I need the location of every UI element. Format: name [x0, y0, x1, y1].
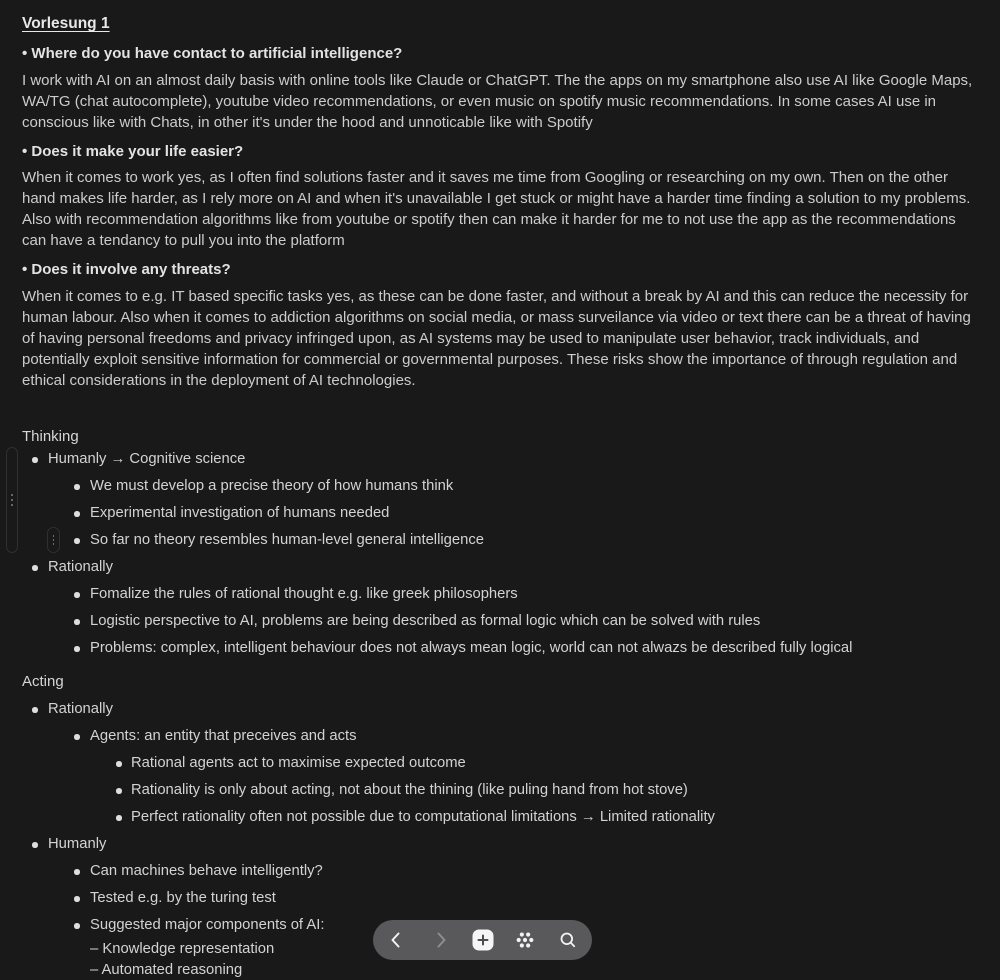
bullet-icon: [116, 761, 122, 767]
list-item-text: Experimental investigation of humans needed: [90, 500, 980, 527]
page-title[interactable]: Vorlesung 1: [22, 13, 978, 34]
answer-paragraph[interactable]: I work with AI on an almost daily basis with online tools like Claude or ChatGPT. The the apps on my smartphone also use AI like Google Maps, WA/TG (chat autocomplete), youtube video recommendations, or even music on spotify music recommendations. In some cases AI use in conscious like with Chats, in other it's under the hood and unnoticable like with Spotify: [22, 70, 980, 133]
forward-button[interactable]: [420, 920, 460, 960]
bullet-icon: [116, 788, 122, 794]
bullet-icon: [74, 869, 80, 875]
bullet-icon: [74, 484, 80, 490]
list-item[interactable]: [22, 804, 980, 831]
bullet-icon: [74, 923, 80, 929]
list-item-text: Agents: an entity that preceives and acts: [90, 723, 980, 750]
list-item-text: Rationally: [48, 696, 980, 723]
list-item[interactable]: [22, 554, 980, 581]
section-drag-handle[interactable]: [6, 447, 18, 553]
floating-toolbar: [373, 920, 592, 960]
bullet-icon: [74, 511, 80, 517]
list-item-text: We must develop a precise theory of how humans think: [90, 473, 980, 500]
plus-square-icon: [471, 928, 495, 952]
list-item-text: Tested e.g. by the turing test: [90, 885, 980, 912]
question-block[interactable]: • Where do you have contact to artificial intelligence?: [22, 43, 978, 64]
list-item[interactable]: [22, 831, 980, 858]
list-item-text: Logistic perspective to AI, problems are being described as formal logic which can be solved with rules: [90, 608, 980, 635]
list-item-text: Can machines behave intelligently?: [90, 858, 980, 885]
list-item[interactable]: [22, 527, 980, 554]
bullet-icon: [74, 896, 80, 902]
list-item[interactable]: [22, 696, 980, 723]
search-button[interactable]: [548, 920, 588, 960]
list-item[interactable]: [22, 858, 980, 885]
list-item-text: Suggested major components of AI:: [90, 912, 980, 939]
question-block[interactable]: • Does it involve any threats?: [22, 259, 978, 280]
menu-button[interactable]: [505, 920, 545, 960]
list-item-text: Fomalize the rules of rational thought e.g. like greek philosophers: [90, 581, 980, 608]
list-item[interactable]: [22, 635, 980, 662]
list-item[interactable]: [22, 885, 980, 912]
list-item-text: Perfect rationality often not possible due to computational limitations → Limited rationality: [131, 804, 980, 831]
list-item[interactable]: [22, 473, 980, 500]
chevron-right-icon: [428, 928, 452, 952]
bullet-icon: [74, 734, 80, 740]
bullet-icon: [74, 592, 80, 598]
vertical-dots-handle-icon: [11, 494, 13, 496]
answer-paragraph[interactable]: When it comes to work yes, as I often find solutions faster and it saves me time from Googling or researching on my own. Then on the other hand makes life harder, as I rely more on AI and when it's unavailable I get stuck or might have a harder time finding a solution to my problems. Also with recommendation algorithms like from youtube or spotify then can make it harder for me to not use the app as the recommendations can have a tendancy to pull you into the platform: [22, 167, 980, 251]
bullet-icon: [32, 707, 38, 713]
list-item[interactable]: [22, 500, 980, 527]
answer-paragraph[interactable]: When it comes to e.g. IT based specific tasks yes, as these can be done faster, and without a break by AI and this can reduce the necessity for human labour. Also when it comes to addiction algorithms on social media, or mass surveilance via video or text there can be a threat of having of having personal freedoms and privacy infringed upon, as AI systems may be used to manipulate user behavior, track individuals, and potentially exploit sensitive information for commercial or governmental purposes. These risks show the importance of through regulation and ethical considerations in the deployment of AI technologies.: [22, 286, 980, 391]
list-item-text: Rationally: [48, 554, 980, 581]
list-item[interactable]: [22, 723, 980, 750]
list-item-text: Rational agents act to maximise expected outcome: [131, 750, 980, 777]
list-item-text: Humanly: [48, 831, 980, 858]
bullet-icon: [32, 457, 38, 463]
list-item[interactable]: [22, 581, 980, 608]
dots-cluster-icon: [513, 928, 537, 952]
chevron-left-icon: [385, 928, 409, 952]
bullet-icon: [32, 842, 38, 848]
list-item-text: Problems: complex, intelligent behaviour does not always mean logic, world can not alwazs be described fully logical: [90, 635, 980, 662]
list-item-text: Humanly → Cognitive science: [48, 446, 980, 473]
new-page-button[interactable]: [463, 920, 503, 960]
bullet-icon: [74, 646, 80, 652]
vertical-dots-handle-icon: [11, 499, 13, 501]
bullet-icon: [74, 619, 80, 625]
question-block[interactable]: • Does it make your life easier?: [22, 141, 978, 162]
list-item[interactable]: [22, 777, 980, 804]
bullet-icon: [74, 538, 80, 544]
vertical-dots-handle-icon: [11, 504, 13, 506]
bullet-icon: [32, 565, 38, 571]
bullet-icon: [116, 815, 122, 821]
list-subline: – Automated reasoning: [90, 960, 980, 980]
back-button[interactable]: [377, 920, 417, 960]
section-heading-acting[interactable]: Acting: [22, 671, 422, 692]
list-item-text: Rationality is only about acting, not about the thining (like puling hand from hot stove): [131, 777, 980, 804]
section-heading-thinking[interactable]: Thinking: [22, 426, 422, 447]
list-item[interactable]: [22, 446, 980, 473]
list-item[interactable]: [22, 608, 980, 635]
thinking-list: [22, 446, 980, 662]
list-item[interactable]: [22, 750, 980, 777]
list-subline: – Knowledge representation: [90, 939, 980, 960]
search-icon: [556, 928, 580, 952]
list-item-text: So far no theory resembles human-level general intelligence: [90, 527, 980, 554]
